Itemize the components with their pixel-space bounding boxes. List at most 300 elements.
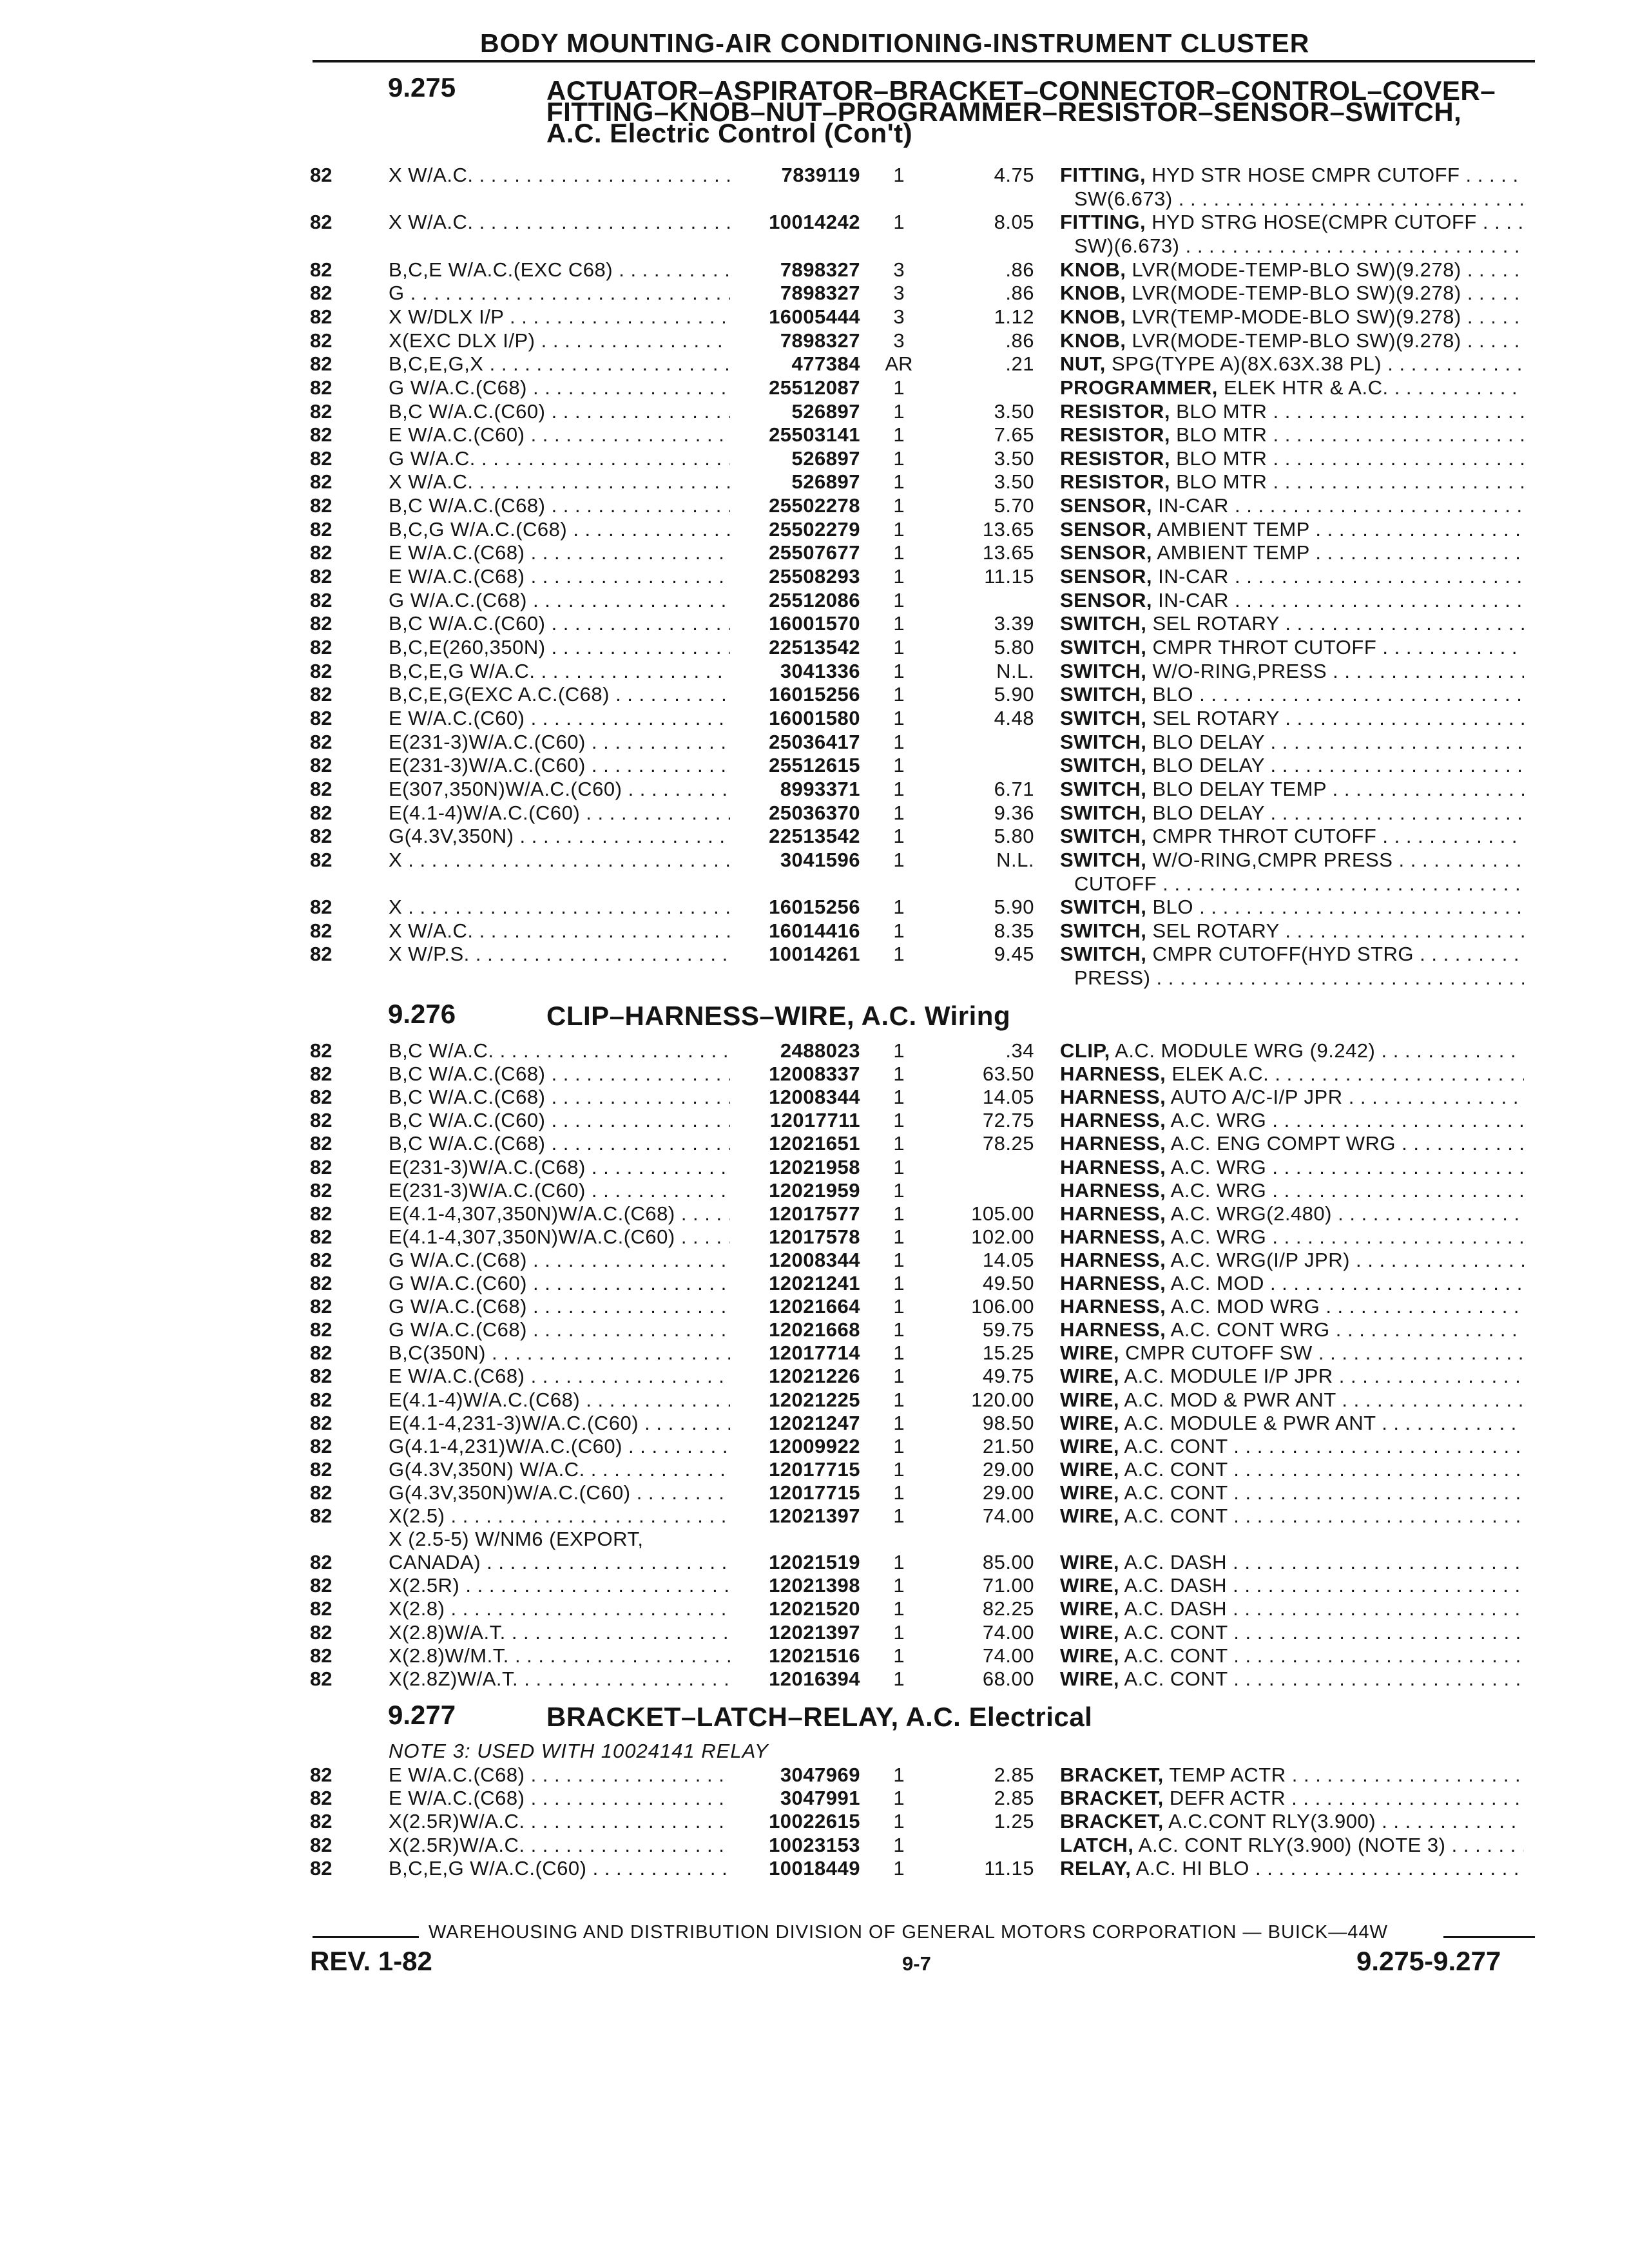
table-row: [0, 518, 1629, 541]
part-number: 10014261: [769, 943, 860, 966]
part-number: 526897: [791, 470, 860, 494]
quantity: 1: [893, 1856, 905, 1879]
part-description: FITTING, HYD STR HOSE CMPR CUTOFF . . .: [1060, 164, 1524, 187]
model-year: 82: [310, 258, 333, 281]
price: 98.50: [982, 1411, 1034, 1434]
part-number: 12021247: [769, 1411, 860, 1434]
model-applicability: X W/A.C. . . .: [389, 164, 730, 187]
model-year: 82: [310, 1434, 333, 1457]
model-applicability: E(231-3)W/A.C.(C60) . . .: [389, 731, 730, 754]
part-name: HARNESS,: [1060, 1086, 1166, 1109]
model-year: 82: [310, 1202, 333, 1225]
quantity: 3: [893, 258, 905, 281]
model-year: 82: [310, 943, 333, 966]
model-applicability: X(2.8)W/A.T. . . .: [389, 1621, 730, 1644]
quantity: 1: [893, 683, 905, 706]
part-name: SWITCH,: [1060, 919, 1147, 942]
section-title: CLIP–HARNESS–WIRE, A.C. Wiring: [546, 1001, 1011, 1031]
model-applicability: B,C W/A.C.(C68) . . .: [389, 1062, 730, 1086]
part-name: SWITCH,: [1060, 706, 1147, 729]
part-description: KNOB, LVR(TEMP-MODE-BLO SW)(9.278) . . .: [1060, 305, 1524, 329]
table-row: [0, 1597, 1629, 1620]
price: N.L.: [996, 659, 1034, 682]
part-description: WIRE, A.C. CONT . . .: [1060, 1644, 1524, 1667]
part-description: WIRE, A.C. DASH . . .: [1060, 1597, 1524, 1620]
part-name: RESISTOR,: [1060, 399, 1171, 423]
part-description: KNOB, LVR(MODE-TEMP-BLO SW)(9.278) . . .: [1060, 329, 1524, 352]
table-row: [0, 1389, 1629, 1412]
table-row: [0, 1763, 1629, 1787]
model-year: 82: [310, 1178, 333, 1202]
quantity: AR: [885, 352, 913, 376]
table-row: [0, 282, 1629, 305]
quantity: 1: [893, 1457, 905, 1481]
part-number: 16015256: [769, 683, 860, 706]
model-applicability: X(2.5R)W/A.C. . . .: [389, 1834, 730, 1857]
price: 102.00: [971, 1225, 1034, 1248]
table-row: [0, 849, 1629, 872]
part-description: HARNESS, A.C. ENG COMPT WRG . . .: [1060, 1132, 1524, 1155]
part-description: WIRE, A.C. DASH . . .: [1060, 1574, 1524, 1597]
model-year: 82: [310, 1086, 333, 1109]
model-applicability: X(2.5R)W/A.C. . . .: [389, 1810, 730, 1833]
model-year: 82: [310, 282, 333, 305]
quantity: 1: [893, 848, 905, 871]
table-row: [0, 565, 1629, 588]
part-number: 12017711: [769, 1109, 860, 1132]
price: 5.80: [994, 636, 1034, 658]
part-number: 12016394: [769, 1667, 860, 1690]
part-number: 12009922: [769, 1434, 860, 1457]
table-row: [0, 1062, 1629, 1086]
footer-rule-left: [313, 1936, 419, 1938]
price: .21: [1005, 352, 1034, 376]
model-applicability: G W/A.C.(C60) . . .: [389, 1272, 730, 1295]
table-row: [0, 1341, 1629, 1365]
model-applicability: X(2.5R) . . .: [389, 1574, 730, 1597]
description-continuation: CUTOFF . . .: [1074, 872, 1524, 896]
price: 11.15: [984, 565, 1034, 588]
model-year: 82: [310, 1318, 333, 1341]
quantity: 1: [893, 1411, 905, 1434]
model-year: 82: [310, 1833, 333, 1856]
footer-page-number: 9-7: [902, 1952, 931, 1975]
part-name: WIRE,: [1060, 1457, 1120, 1481]
part-name: WIRE,: [1060, 1644, 1120, 1667]
part-name: WIRE,: [1060, 1341, 1120, 1365]
table-row: [0, 1787, 1629, 1810]
quantity: 1: [893, 1388, 905, 1411]
part-number: 12021664: [769, 1295, 860, 1318]
part-description: HARNESS, ELEK A.C. . . .: [1060, 1062, 1524, 1086]
model-applicability: B,C,E W/A.C.(EXC C68) . . .: [389, 258, 730, 282]
model-applicability: E W/A.C.(C68) . . .: [389, 565, 730, 588]
table-row: [0, 1156, 1629, 1179]
part-number: 16014416: [769, 919, 860, 942]
part-description: SWITCH, SEL ROTARY . . .: [1060, 612, 1524, 635]
price: 6.71: [994, 777, 1034, 800]
model-applicability: B,C W/A.C.(C60) . . .: [389, 612, 730, 635]
model-applicability: E(4.1-4,307,350N)W/A.C.(C60) . . .: [389, 1225, 730, 1249]
quantity: 1: [893, 517, 905, 541]
quantity: 1: [893, 376, 905, 399]
part-name: WIRE,: [1060, 1481, 1120, 1504]
part-number: 16005444: [769, 305, 860, 328]
model-year: 82: [310, 683, 333, 706]
table-row: [0, 1834, 1629, 1857]
part-name: WIRE,: [1060, 1620, 1120, 1644]
model-year: 82: [310, 1504, 333, 1527]
part-number: 7898327: [780, 258, 860, 281]
section-number: 9.275: [388, 72, 456, 102]
part-name: WIRE,: [1060, 1411, 1120, 1434]
model-year: 82: [310, 1248, 333, 1271]
part-description: SWITCH, BLO DELAY . . .: [1060, 802, 1524, 825]
model-year: 82: [310, 1644, 333, 1667]
part-number: 25502278: [769, 494, 860, 517]
part-number: 7839119: [781, 164, 860, 186]
part-name: WIRE,: [1060, 1434, 1120, 1457]
model-year: 82: [310, 919, 333, 942]
part-description: WIRE, A.C. CONT . . .: [1060, 1667, 1524, 1691]
part-number: 22513542: [769, 825, 860, 848]
model-year: 82: [310, 754, 333, 777]
model-applicability: X W/DLX I/P . . .: [389, 305, 730, 329]
price: 2.85: [994, 1763, 1034, 1786]
price: 68.00: [982, 1667, 1034, 1690]
model-year: 82: [310, 706, 333, 729]
model-line: X (2.5-5) W/NM6 (EXPORT,: [389, 1528, 644, 1551]
model-year: 82: [310, 1132, 333, 1155]
part-name: WIRE,: [1060, 1551, 1120, 1574]
quantity: 1: [893, 399, 905, 423]
model-year: 82: [310, 848, 333, 871]
part-description: HARNESS, A.C. WRG . . .: [1060, 1109, 1524, 1132]
quantity: 1: [893, 1225, 905, 1248]
quantity: 1: [893, 447, 905, 470]
section-title: FITTING–KNOB–NUT–PROGRAMMER–RESISTOR–SENSOR–SWITCH,: [546, 97, 1462, 127]
part-name: HARNESS,: [1060, 1248, 1166, 1271]
price: 120.00: [971, 1388, 1034, 1411]
model-year: 82: [310, 1295, 333, 1318]
model-year: 82: [310, 1062, 333, 1086]
price: 14.05: [982, 1086, 1034, 1109]
table-row: [0, 352, 1629, 376]
model-applicability: G(4.1-4,231)W/A.C.(C60) . . .: [389, 1435, 730, 1458]
price: 13.65: [982, 517, 1034, 541]
model-year: 82: [310, 470, 333, 494]
model-applicability: B,C W/A.C.(C68) . . .: [389, 494, 730, 517]
quantity: 1: [893, 825, 905, 848]
table-row: [0, 1109, 1629, 1132]
model-applicability: X(2.8Z)W/A.T. . . .: [389, 1667, 730, 1691]
model-applicability: G(4.3V,350N)W/A.C.(C60) . . .: [389, 1481, 730, 1504]
part-description: NUT, SPG(TYPE A)(8X.63X.38 PL) . . .: [1060, 352, 1524, 376]
table-row: [0, 1179, 1629, 1202]
price: 8.35: [994, 919, 1034, 942]
part-number: 10022615: [769, 1810, 860, 1833]
part-name: FITTING,: [1060, 164, 1146, 186]
quantity: 1: [893, 211, 905, 234]
part-number: 12021519: [769, 1551, 860, 1574]
model-year: 82: [310, 1551, 333, 1574]
model-applicability: B,C W/A.C. . . .: [389, 1039, 730, 1062]
part-number: 12008337: [769, 1062, 860, 1086]
model-year: 82: [310, 1620, 333, 1644]
model-year: 82: [310, 447, 333, 470]
part-name: RELAY,: [1060, 1856, 1132, 1879]
part-number: 10023153: [769, 1833, 860, 1856]
model-year: 82: [310, 1574, 333, 1597]
part-number: 12021516: [769, 1644, 860, 1667]
table-row: [0, 1857, 1629, 1880]
part-description: WIRE, A.C. CONT . . .: [1060, 1435, 1524, 1458]
part-description: HARNESS, A.C. MOD WRG . . .: [1060, 1295, 1524, 1318]
part-number: 16001570: [769, 612, 860, 635]
model-applicability: B,C W/A.C.(C60) . . .: [389, 400, 730, 423]
part-description: BRACKET, DEFR ACTR . . .: [1060, 1787, 1524, 1810]
part-name: SWITCH,: [1060, 777, 1147, 800]
price: .86: [1005, 282, 1034, 305]
part-name: HARNESS,: [1060, 1155, 1166, 1178]
part-description: SWITCH, BLO DELAY . . .: [1060, 731, 1524, 754]
section-title: ACTUATOR–ASPIRATOR–BRACKET–CONNECTOR–CONTROL–COVER–: [546, 75, 1496, 106]
price: 14.05: [982, 1248, 1034, 1271]
model-applicability: E W/A.C.(C68) . . .: [389, 1787, 730, 1810]
quantity: 1: [893, 1109, 905, 1132]
price: 49.75: [982, 1365, 1034, 1388]
model-applicability: G(4.3V,350N) . . .: [389, 825, 730, 848]
price: .86: [1005, 329, 1034, 352]
model-applicability: B,C,E,G W/A.C.(C60) . . .: [389, 1857, 730, 1880]
model-year: 82: [310, 1481, 333, 1504]
price: 5.90: [994, 896, 1034, 919]
part-description: SWITCH, CMPR THROT CUTOFF . . .: [1060, 636, 1524, 659]
quantity: 1: [893, 565, 905, 588]
model-year: 82: [310, 636, 333, 658]
model-applicability: E(4.1-4)W/A.C.(C60) . . .: [389, 802, 730, 825]
table-row: [0, 660, 1629, 683]
quantity: 1: [893, 801, 905, 824]
part-description: HARNESS, A.C. MOD . . .: [1060, 1272, 1524, 1295]
table-row: [0, 211, 1629, 234]
price: 1.25: [994, 1810, 1034, 1833]
price: 49.50: [982, 1272, 1034, 1294]
part-number: 12017714: [769, 1341, 860, 1365]
table-row: [0, 636, 1629, 659]
model-applicability: E W/A.C.(C60) . . .: [389, 423, 730, 447]
part-description: BRACKET, TEMP ACTR . . .: [1060, 1763, 1524, 1787]
price: 59.75: [982, 1318, 1034, 1341]
model-applicability: B,C W/A.C.(C68) . . .: [389, 1132, 730, 1155]
model-year: 82: [310, 541, 333, 564]
part-number: 3041336: [780, 659, 860, 682]
model-year: 82: [310, 1039, 333, 1062]
model-year: 82: [310, 565, 333, 588]
quantity: 1: [893, 1248, 905, 1271]
header-rule: [313, 60, 1535, 62]
quantity: 1: [893, 896, 905, 919]
part-description: KNOB, LVR(MODE-TEMP-BLO SW)(9.278) . . .: [1060, 258, 1524, 282]
part-number: 8993371: [780, 777, 860, 800]
quantity: 1: [893, 1086, 905, 1109]
quantity: 1: [893, 470, 905, 494]
price: 29.00: [982, 1457, 1034, 1481]
price: 3.50: [994, 470, 1034, 494]
table-row: [0, 1644, 1629, 1667]
part-description: FITTING, HYD STRG HOSE(CMPR CUTOFF . . .: [1060, 211, 1524, 234]
model-applicability: E(4.1-4,231-3)W/A.C.(C60) . . .: [389, 1412, 730, 1435]
part-number: 25036417: [769, 730, 860, 753]
price: 72.75: [982, 1109, 1034, 1132]
price: 105.00: [971, 1202, 1034, 1225]
part-name: RESISTOR,: [1060, 423, 1171, 447]
table-row: [0, 1132, 1629, 1155]
section-number: 9.277: [388, 1700, 456, 1730]
model-year: 82: [310, 896, 333, 919]
price: 3.50: [994, 399, 1034, 423]
price: 85.00: [982, 1551, 1034, 1574]
quantity: 1: [893, 730, 905, 753]
price: 78.25: [982, 1132, 1034, 1155]
table-row: [0, 447, 1629, 470]
model-applicability: X(2.8)W/M.T. . . .: [389, 1644, 730, 1667]
part-description: KNOB, LVR(MODE-TEMP-BLO SW)(9.278) . . .: [1060, 282, 1524, 305]
part-name: SWITCH,: [1060, 683, 1147, 706]
quantity: 1: [893, 1202, 905, 1225]
model-applicability: G W/A.C.(C68) . . .: [389, 1295, 730, 1318]
quantity: 1: [893, 943, 905, 966]
model-year: 82: [310, 517, 333, 541]
model-year: 82: [310, 777, 333, 800]
part-number: 12021226: [769, 1365, 860, 1388]
table-row: [0, 802, 1629, 825]
model-applicability: G W/A.C.(C68) . . .: [389, 1318, 730, 1341]
table-row: [0, 778, 1629, 801]
model-applicability: B,C W/A.C.(C60) . . .: [389, 1109, 730, 1132]
part-description: SWITCH, BLO . . .: [1060, 896, 1524, 919]
table-row: [0, 1272, 1629, 1295]
table-row: [0, 754, 1629, 777]
table-row: [0, 470, 1629, 494]
part-description: LATCH, A.C. CONT RLY(3.900) (NOTE 3) . . .: [1060, 1834, 1524, 1857]
table-row: [0, 1412, 1629, 1435]
part-name: SWITCH,: [1060, 896, 1147, 919]
model-year: 82: [310, 352, 333, 376]
price: 71.00: [982, 1574, 1034, 1597]
model-applicability: E(4.1-4,307,350N)W/A.C.(C68) . . .: [389, 1202, 730, 1225]
quantity: 1: [893, 1481, 905, 1504]
table-row: [0, 896, 1629, 919]
quantity: 1: [893, 1155, 905, 1178]
part-number: 12021398: [769, 1574, 860, 1597]
part-number: 2488023: [780, 1039, 860, 1062]
price: 13.65: [982, 541, 1034, 564]
part-description: WIRE, A.C. DASH . . .: [1060, 1551, 1524, 1574]
price: 7.65: [994, 423, 1034, 447]
part-number: 7898327: [780, 282, 860, 305]
part-description: SWITCH, SEL ROTARY . . .: [1060, 707, 1524, 730]
model-year: 82: [310, 1597, 333, 1620]
part-name: SWITCH,: [1060, 636, 1147, 658]
model-year: 82: [310, 730, 333, 753]
part-number: 12021651: [769, 1132, 860, 1155]
model-year: 82: [310, 164, 333, 186]
price: 21.50: [982, 1434, 1034, 1457]
table-row: [0, 1202, 1629, 1225]
quantity: 1: [893, 1551, 905, 1574]
part-description: HARNESS, A.C. CONT WRG . . .: [1060, 1318, 1524, 1341]
model-year: 82: [310, 1155, 333, 1178]
price: N.L.: [996, 848, 1034, 871]
part-name: NUT,: [1060, 352, 1106, 376]
part-name: HARNESS,: [1060, 1318, 1166, 1341]
quantity: 1: [893, 612, 905, 635]
model-applicability: G(4.3V,350N) W/A.C. . . .: [389, 1458, 730, 1481]
table-row: [0, 1621, 1629, 1644]
part-description: HARNESS, A.C. WRG(2.480) . . .: [1060, 1202, 1524, 1225]
part-name: SWITCH,: [1060, 943, 1147, 966]
part-number: 16001580: [769, 706, 860, 729]
part-name: SENSOR,: [1060, 565, 1153, 588]
quantity: 1: [893, 919, 905, 942]
part-name: SENSOR,: [1060, 541, 1153, 564]
model-applicability: CANADA) . . .: [389, 1551, 730, 1574]
quantity: 1: [893, 1318, 905, 1341]
part-name: WIRE,: [1060, 1667, 1120, 1690]
quantity: 1: [893, 541, 905, 564]
model-applicability: G W/A.C. . . .: [389, 447, 730, 470]
model-applicability: B,C W/A.C.(C68) . . .: [389, 1086, 730, 1109]
price: 5.80: [994, 825, 1034, 848]
quantity: 1: [893, 1574, 905, 1597]
part-number: 12021520: [769, 1597, 860, 1620]
price: 29.00: [982, 1481, 1034, 1504]
price: 4.75: [994, 164, 1034, 186]
table-row: [0, 683, 1629, 706]
part-number: 3041596: [780, 848, 860, 871]
part-description: WIRE, A.C. MOD & PWR ANT . . .: [1060, 1389, 1524, 1412]
model-applicability: B,C,E(260,350N) . . .: [389, 636, 730, 659]
price: 11.15: [984, 1856, 1034, 1879]
part-name: SWITCH,: [1060, 659, 1147, 682]
part-description: SWITCH, CMPR CUTOFF(HYD STRG . . .: [1060, 943, 1524, 966]
description-continuation: SW)(6.673) . . .: [1074, 235, 1524, 258]
part-name: BRACKET,: [1060, 1787, 1164, 1810]
part-number: 25507677: [769, 541, 860, 564]
table-row: [0, 258, 1629, 282]
part-description: CLIP, A.C. MODULE WRG (9.242) . . .: [1060, 1039, 1524, 1062]
model-year: 82: [310, 825, 333, 848]
table-row: [0, 494, 1629, 517]
model-year: 82: [310, 1272, 333, 1294]
part-description: RESISTOR, BLO MTR . . .: [1060, 423, 1524, 447]
part-name: WIRE,: [1060, 1365, 1120, 1388]
table-row: [0, 1667, 1629, 1691]
model-applicability: E(4.1-4)W/A.C.(C68) . . .: [389, 1389, 730, 1412]
quantity: 1: [893, 1644, 905, 1667]
table-row: [0, 1458, 1629, 1481]
price: 2.85: [994, 1787, 1034, 1810]
part-number: 12017578: [769, 1225, 860, 1248]
quantity: 1: [893, 1597, 905, 1620]
price: 3.50: [994, 447, 1034, 470]
quantity: 1: [893, 636, 905, 658]
part-description: HARNESS, A.C. WRG . . .: [1060, 1225, 1524, 1249]
model-year: 82: [310, 423, 333, 447]
footer-section-range: 9.275-9.277: [1356, 1946, 1501, 1976]
quantity: 1: [893, 1787, 905, 1810]
